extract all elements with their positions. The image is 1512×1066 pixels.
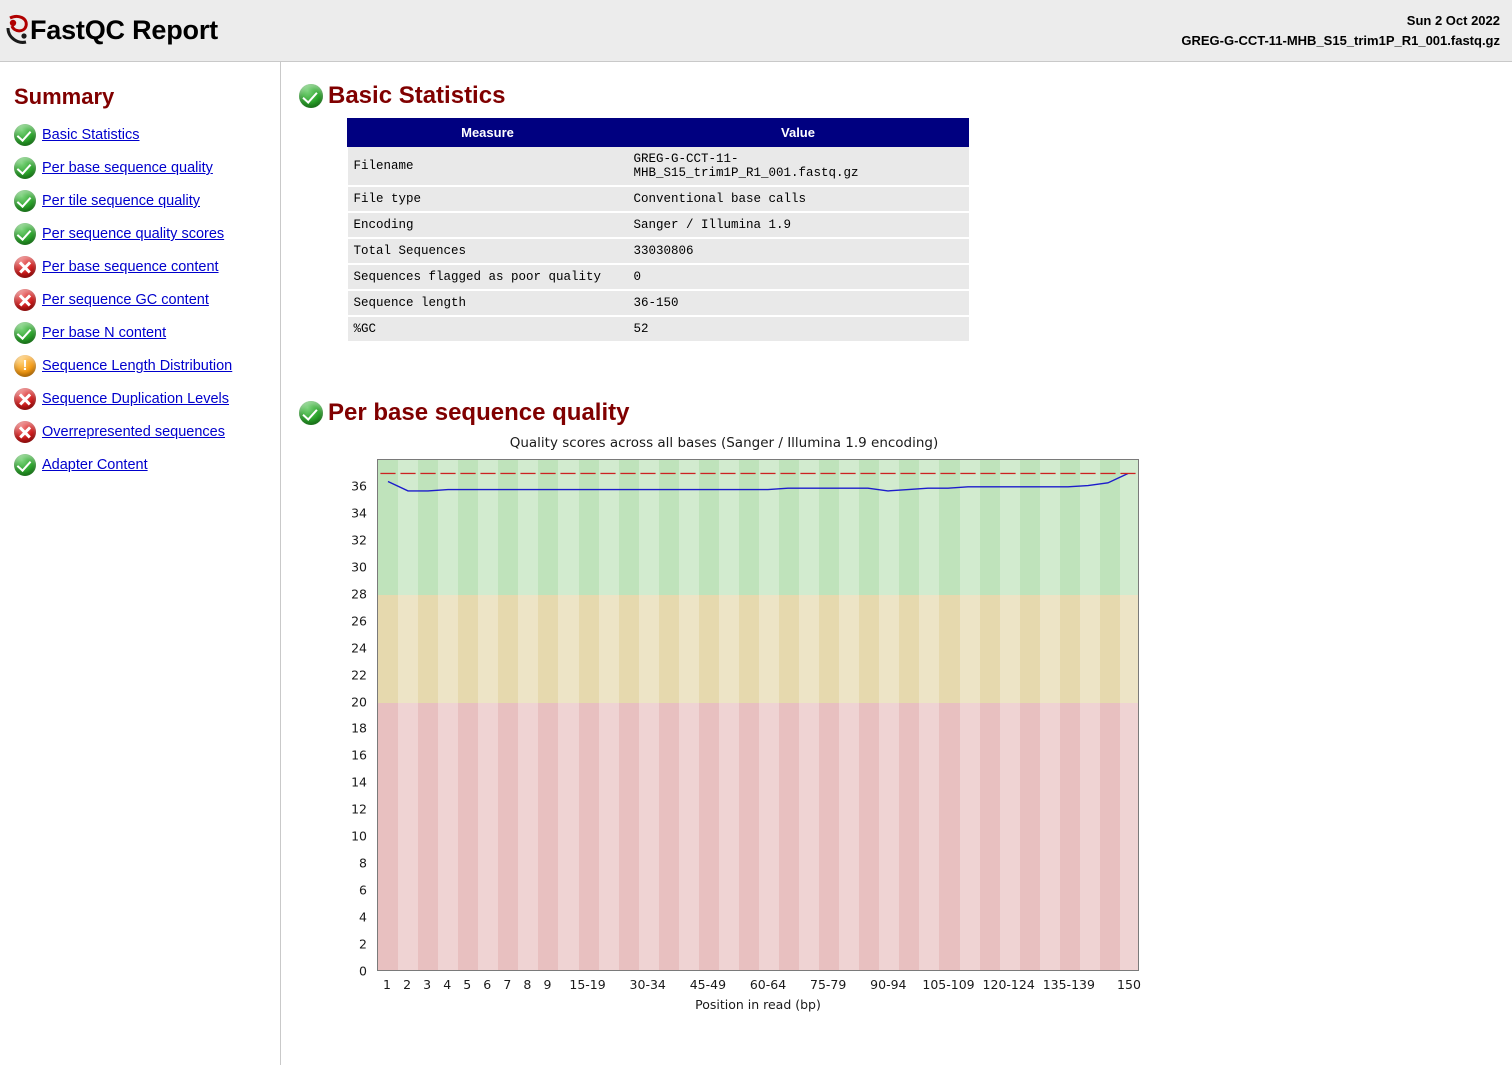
sidebar-item-label[interactable]: Sequence Length Distribution xyxy=(42,358,233,374)
table-row xyxy=(348,147,969,187)
sidebar-item-sequence-length-distribution[interactable] xyxy=(10,355,280,377)
report-filename: GREG-G-CCT-11-MHB_S15_trim1P_R1_001.fastq.gz xyxy=(1181,32,1500,48)
module-title: Per base sequence quality xyxy=(328,399,630,426)
x-axis-tick-label: 30-34 xyxy=(629,977,666,992)
sidebar-item-label[interactable]: Per sequence GC content xyxy=(42,292,209,308)
sidebar-item-label[interactable]: Per sequence quality scores xyxy=(42,226,225,242)
module-header-per-base-sequence-quality xyxy=(299,399,1512,427)
sidebar-item-per-base-sequence-content[interactable] xyxy=(10,256,280,278)
y-axis-tick-label: 16 xyxy=(351,747,367,763)
summary-sidebar xyxy=(0,62,281,1065)
x-axis-tick-label: 15-19 xyxy=(569,977,606,992)
sidebar-item-label[interactable]: Basic Statistics xyxy=(42,127,140,143)
y-axis-tick-label: 34 xyxy=(351,505,367,521)
sidebar-item-overrepresented-sequences[interactable] xyxy=(10,421,280,443)
cell-value: 52 xyxy=(628,316,969,342)
sidebar-item-label[interactable]: Per base sequence quality xyxy=(42,160,213,176)
y-axis-tick-label: 30 xyxy=(351,559,367,575)
y-axis-tick-label: 18 xyxy=(351,720,367,736)
summary-list xyxy=(10,124,280,476)
y-axis-tick-label: 10 xyxy=(351,828,367,844)
status-fail-icon xyxy=(14,421,36,443)
sidebar-item-per-sequence-quality-scores[interactable] xyxy=(10,223,280,245)
chart-title: Quality scores across all bases (Sanger / Illumina 1.9 encoding) xyxy=(509,435,939,451)
sidebar-item-label[interactable]: Per base sequence content xyxy=(42,259,219,275)
x-axis-tick-label: 105-109 xyxy=(922,977,975,992)
report-title: FastQC Report xyxy=(30,15,218,45)
header-brand xyxy=(4,14,218,48)
y-axis-tick-label: 8 xyxy=(359,855,367,871)
status-fail-icon xyxy=(14,388,36,410)
x-axis-tick-label: 90-94 xyxy=(870,977,907,992)
table-row xyxy=(348,238,969,264)
y-axis-tick-label: 14 xyxy=(351,774,367,790)
module-title: Basic Statistics xyxy=(328,82,506,109)
y-axis-tick-label: 6 xyxy=(359,882,367,898)
status-fail-icon xyxy=(14,289,36,311)
status-pass-icon xyxy=(14,124,36,146)
basic-statistics-table xyxy=(347,118,969,343)
y-axis-tick-label: 20 xyxy=(351,694,367,710)
x-axis-tick-label: 45-49 xyxy=(689,977,727,992)
cell-measure: File type xyxy=(348,186,628,212)
status-pass-icon xyxy=(14,190,36,212)
table-row xyxy=(348,316,969,342)
status-pass-icon xyxy=(299,84,323,108)
cell-measure: Filename xyxy=(348,147,628,187)
y-axis-tick-label: 22 xyxy=(351,667,367,683)
x-axis-tick-label: 3 xyxy=(423,977,432,992)
status-pass-icon xyxy=(299,401,323,425)
page-body xyxy=(0,62,1512,1065)
table-header-row xyxy=(348,119,969,147)
x-axis-tick-label: 9 xyxy=(543,977,552,992)
header-meta xyxy=(1181,11,1504,50)
y-axis-tick-label: 4 xyxy=(359,909,367,925)
x-axis-tick-label: 150 xyxy=(1117,977,1141,992)
sidebar-item-adapter-content[interactable] xyxy=(10,454,280,476)
x-axis-tick-label: 4 xyxy=(443,977,452,992)
cell-value: GREG-G-CCT-11-MHB_S15_trim1P_R1_001.fastq.gz xyxy=(628,147,969,187)
y-axis-tick-label: 24 xyxy=(351,640,367,656)
per-base-quality-chart xyxy=(309,435,1309,1015)
report-content xyxy=(281,62,1512,1065)
status-pass-icon xyxy=(14,223,36,245)
status-pass-icon xyxy=(14,322,36,344)
sidebar-item-sequence-duplication-levels[interactable] xyxy=(10,388,280,410)
sidebar-item-per-tile-sequence-quality[interactable] xyxy=(10,190,280,212)
chart-x-label: Position in read (bp) xyxy=(695,997,821,1012)
cell-value: Sanger / Illumina 1.9 xyxy=(628,212,969,238)
status-warning-icon xyxy=(14,355,36,377)
x-axis-tick-label: 75-79 xyxy=(810,977,847,992)
x-axis-tick-label: 1 xyxy=(383,977,391,992)
sidebar-item-label[interactable]: Per tile sequence quality xyxy=(42,193,200,209)
cell-value: 36-150 xyxy=(628,290,969,316)
sidebar-item-basic-statistics[interactable] xyxy=(10,124,280,146)
cell-measure: Sequence length xyxy=(348,290,628,316)
sidebar-item-label[interactable]: Per base N content xyxy=(42,325,167,341)
status-fail-icon xyxy=(14,256,36,278)
sidebar-item-per-base-sequence-quality[interactable] xyxy=(10,157,280,179)
table-row xyxy=(348,186,969,212)
status-pass-icon xyxy=(14,454,36,476)
table-row xyxy=(348,264,969,290)
x-axis-tick-label: 60-64 xyxy=(749,977,787,992)
y-axis-tick-label: 26 xyxy=(351,613,367,629)
column-header-value: Value xyxy=(628,119,969,147)
sidebar-item-per-base-n-content[interactable] xyxy=(10,322,280,344)
x-axis-tick-label: 8 xyxy=(523,977,532,992)
x-axis-tick-label: 5 xyxy=(463,977,472,992)
cell-value: 33030806 xyxy=(628,238,969,264)
y-axis-tick-label: 28 xyxy=(351,586,367,602)
y-axis-tick-label: 36 xyxy=(351,478,367,494)
sidebar-item-label[interactable]: Adapter Content xyxy=(42,457,148,473)
status-pass-icon xyxy=(14,157,36,179)
x-axis-tick-label: 135-139 xyxy=(1042,977,1095,992)
x-axis-tick-label: 7 xyxy=(503,977,512,992)
sidebar-item-label[interactable]: Overrepresented sequences xyxy=(42,424,225,440)
fastqc-logo-icon xyxy=(4,14,34,48)
x-axis-tick-label: 6 xyxy=(483,977,492,992)
cell-measure: Encoding xyxy=(348,212,628,238)
chart-y-axis xyxy=(309,459,373,979)
y-axis-tick-label: 2 xyxy=(359,936,367,952)
module-header-basic-statistics xyxy=(299,82,1512,110)
y-axis-tick-label: 12 xyxy=(351,801,367,817)
median-quality-line xyxy=(378,460,1138,971)
x-axis-tick-label: 2 xyxy=(403,977,412,992)
y-axis-tick-label: 0 xyxy=(359,963,367,979)
table-row xyxy=(348,290,969,316)
cell-measure: Total Sequences xyxy=(348,238,628,264)
table-row xyxy=(348,212,969,238)
sidebar-item-per-sequence-gc-content[interactable] xyxy=(10,289,280,311)
cell-measure: Sequences flagged as poor quality xyxy=(348,264,628,290)
cell-value: 0 xyxy=(628,264,969,290)
column-header-measure: Measure xyxy=(348,119,628,147)
report-date: Sun 2 Oct 2022 xyxy=(1406,13,1500,28)
page-header xyxy=(0,0,1512,62)
cell-measure: %GC xyxy=(348,316,628,342)
sidebar-item-label[interactable]: Sequence Duplication Levels xyxy=(42,391,230,407)
cell-value: Conventional base calls xyxy=(628,186,969,212)
x-axis-tick-label: 120-124 xyxy=(982,977,1035,992)
chart-plot-area xyxy=(377,459,1139,971)
y-axis-tick-label: 32 xyxy=(351,532,367,548)
summary-heading: Summary xyxy=(14,84,115,109)
